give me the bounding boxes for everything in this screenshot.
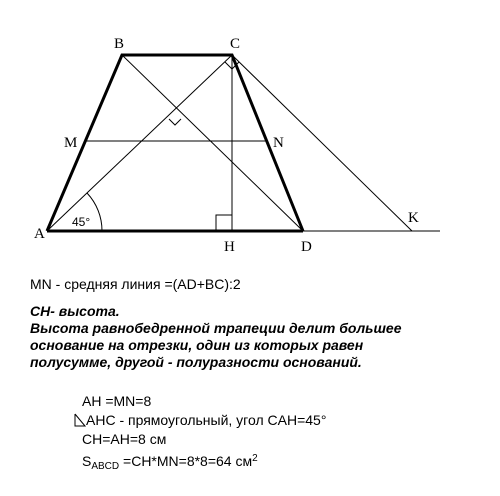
theorem-line-3: полусумме, другой - полуразности оснований. — [30, 354, 362, 370]
label-d: D — [301, 239, 312, 255]
trapezoid-outline — [47, 55, 303, 231]
area-formula — [82, 451, 258, 475]
right-angle-h — [216, 215, 232, 231]
midline-formula: MN - средняя линия =(AD+BC):2 — [30, 276, 241, 292]
right-angle-diagonals — [169, 119, 181, 125]
label-m: M — [64, 135, 78, 151]
theorem-line-1: Высота равнобедренной трапеции делит большее — [30, 320, 402, 336]
area-symbol: S — [82, 453, 92, 469]
segment-ck — [232, 55, 412, 231]
area-text: =CH*MN=8*8=64 см — [119, 453, 253, 469]
height-statement: CH- высота. — [30, 303, 120, 319]
ah-equals-mn: AH =MN=8 — [82, 393, 152, 409]
label-a: A — [34, 226, 45, 242]
label-c: C — [230, 36, 241, 52]
label-h: H — [224, 239, 235, 255]
theorem-line-2: основание на отрезки, один из которых равен — [30, 337, 364, 353]
area-subscript: ABCD — [91, 461, 120, 472]
triangle-text: AHC - прямоугольный, угол CAH=45° — [86, 412, 327, 428]
ch-equals-ah: CH=AH=8 см — [82, 431, 167, 447]
label-b: B — [114, 36, 125, 52]
angle-label: 45° — [72, 215, 91, 229]
triangle-icon — [74, 413, 86, 427]
area-superscript: 2 — [252, 453, 258, 464]
label-n: N — [273, 135, 284, 151]
label-k: K — [408, 210, 419, 226]
triangle-statement — [74, 412, 326, 428]
